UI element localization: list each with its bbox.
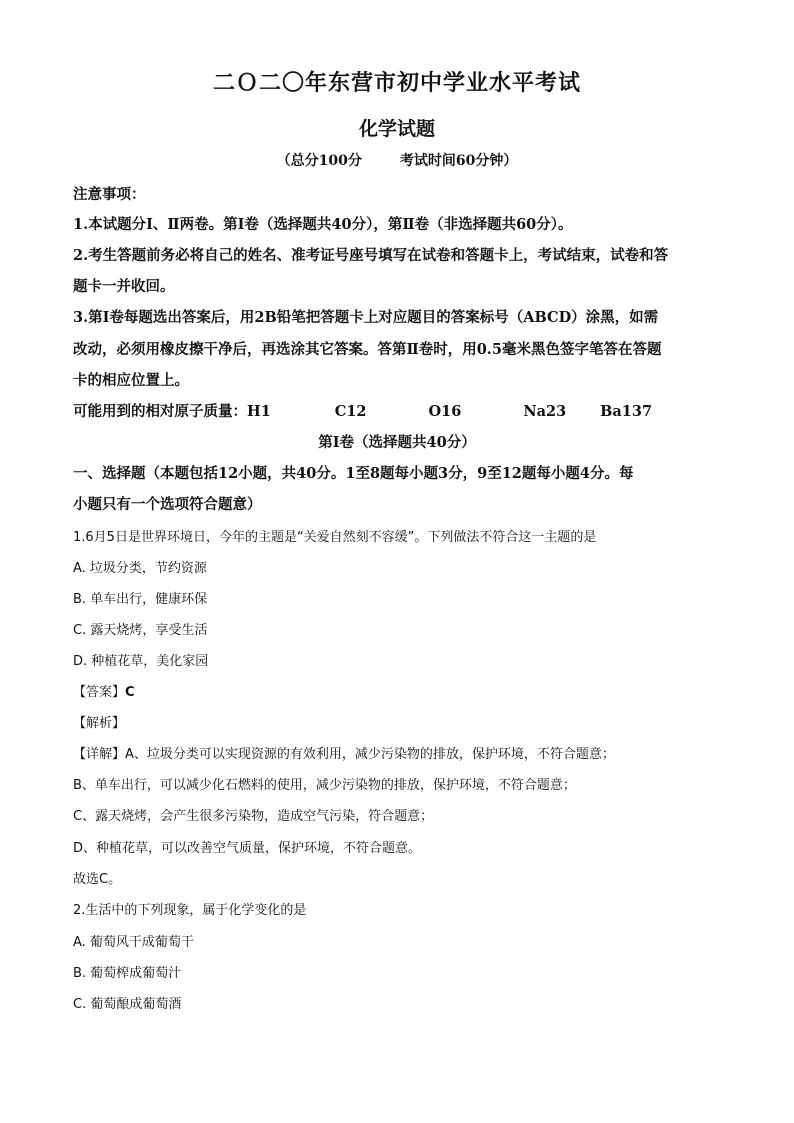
q2-stem: 2.生活中的下列现象，属于化学变化的是 [73,903,307,918]
subject-title: 化学试题 [358,118,435,140]
q1-analysis-label: 【解析】 [73,716,126,731]
notes-heading: 注意事项： [73,186,146,203]
note-1: 1.本试题分Ⅰ、Ⅱ两卷。第Ⅰ卷（选择题共40分），第Ⅱ卷（非选择题共60分）。 [73,216,573,233]
mass-c: C12 [334,403,367,420]
q1-detail-d: D、种植花草，可以改善空气质量，保护环境，不符合题意。 [73,841,422,856]
q1-option-c: C. 露天烧烤，享受生活 [73,623,208,638]
q1-conclusion: 故选C。 [73,872,122,887]
q1-detail-a [73,743,733,762]
exam-time: 考试时间60分钟） [399,153,518,169]
q1-stem: 1.6月5日是世界环境日，今年的主题是“关爱自然刻不容缓”。下列做法不符合这一主题的是 [73,530,597,545]
mass-h: H1 [247,403,271,420]
exam-meta [0,150,794,170]
q1-option-b: B. 单车出行，健康环保 [73,592,208,607]
q2-option-c: C. 葡萄酿成葡萄酒 [73,997,182,1012]
mass-ba: Ba137 [600,403,653,420]
answer-value: C [125,685,135,700]
detail-a-text: A、垃圾分类可以实现资源的有效利用，减少污染物的排放，保护环境，不符合题意； [125,747,615,762]
note-3-line-1: 3.第Ⅰ卷每题选出答案后，用2B铅笔把答题卡上对应题目的答案标号（ABCD）涂黑，如需 [73,309,659,326]
atomic-masses-label: 可能用到的相对原子质量： [73,403,247,420]
q1-option-d: D. 种植花草，美化家园 [73,654,209,669]
mass-o: O16 [428,403,462,420]
exam-title: 二Ｏ二〇年东营市初中学业水平考试 [212,70,581,96]
q1-detail-c: C、露天烧烤，会产生很多污染物，造成空气污染，符合题意； [73,809,434,824]
q2-option-b: B. 葡萄榨成葡萄汁 [73,966,182,981]
note-3-line-3: 卡的相应位置上。 [73,372,189,389]
section-1-instructions-line-2: 小题只有一个选项符合题意） [73,496,262,513]
atomic-masses [73,400,733,421]
total-score: （总分100分 [276,153,362,169]
detail-label: 【详解】 [73,747,126,762]
q1-answer [73,681,733,700]
section-1-heading: 第Ⅰ卷（选择题共40分） [318,434,476,451]
section-1-instructions-line-1: 一、选择题（本题包括12小题，共40分。1至8题每小题3分，9至12题每小题4分。每 [73,465,634,482]
note-2-line-1: 2.考生答题前务必将自己的姓名、准考证号座号填写在试卷和答题卡上，考试结束，试卷和答 [73,247,669,264]
mass-na: Na23 [523,403,567,420]
q1-detail-b: B、单车出行，可以减少化石燃料的使用，减少污染物的排放，保护环境，不符合题意； [73,778,576,793]
note-3-line-2: 改动，必须用橡皮擦干净后，再选涂其它答案。答第Ⅱ卷时，用0.5毫米黑色签字笔答在答题 [73,341,662,358]
q1-option-a: A. 垃圾分类，节约资源 [73,561,207,576]
answer-label: 【答案】 [73,685,126,700]
note-2-line-2: 题卡一并收回。 [73,278,175,295]
q2-option-a: A. 葡萄风干成葡萄干 [73,935,194,950]
